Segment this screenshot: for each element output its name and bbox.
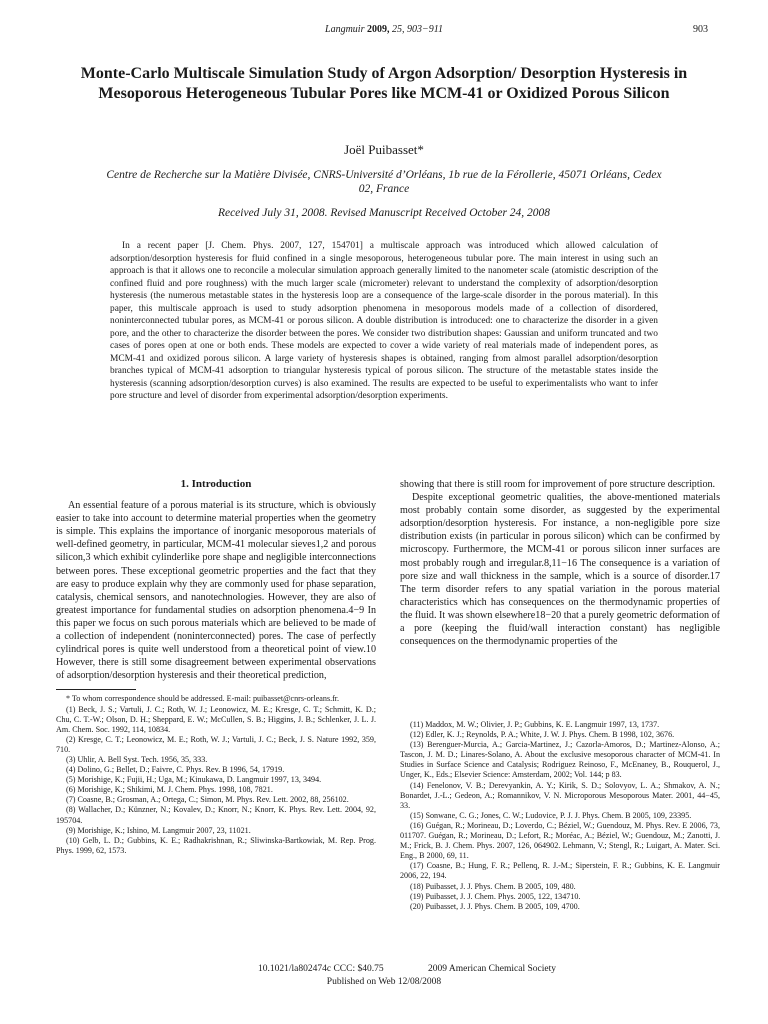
abstract-text: In a recent paper [J. Chem. Phys. 2007, 127, 154701] a multiscale approach was introduced which allowed calculation of adsorption/desorption hysteresis for fluid confined in a single mesoporous, heterogeneous tubular pore. The main interest in using such an approach is that it allows one to reconcile a molecular simulation approach generally limited to the nanometer scale (atomistic description of the confined fluid and pore roughness) with the much larger scale (micrometer) relevant to understand the complexity of adsorption/desorption hysteresis (the numerous metastable states in the hysteresis loop are a consequence of the large-scale disorder in the porous material). In this paper, this multiscale approach is used to study adsorption phenomena in mesoporous models made of a collection of disordered, noninterconnected tubular pores, as MCM-41 or porous silicon. A double distribution is introduced: one to characterize the disorder in a given pore, and the other to characterize the disorder between the pores. We consider two distribution shapes: Gaussian and uniform truncated and two cases of pores open at one or both ends. These models are expected to cover a wide variety of real materials made of independent pores, as MCM-41 and oxidized porous silicon. A large variety of hysteresis shapes is obtained, ranging from almost parallel adsorption/desorption branches typical of MCM-41 adsorption to triangular hysteresis typical of porous silicon. The structure of the metastable states inside the hysteresis (scanning adsorption/desorption curves) is also examined. The results are expected to be useful to experimentalists who want to infer pore structure and level of disorder from experimental adsorption/desorption experiments. xyxy=(110,241,658,401)
footnotes-right xyxy=(400,720,720,912)
received-dates: Received July 31, 2008. Revised Manuscript Received October 24, 2008 xyxy=(217,207,551,219)
page-number: 903 xyxy=(693,24,708,35)
copyright-line: 2009 American Chemical Society xyxy=(428,964,556,974)
footnotes-left xyxy=(56,694,376,856)
running-header xyxy=(0,24,768,40)
footnote: (19) Puibasset, J. J. Chem. Phys. 2005, 122, 134710. xyxy=(410,891,581,901)
footnote: (14) Fenelonov, V. B.; Derevyankin, A. Y.; Kirik, S. D.; Solovyov, L. A.; Shmakov, A. N.; Bonardet, J.-L.; Gedeon, A.; Romannikov, V. N. Microporous Mesoporous Mater. 2001, 44−45, 33. xyxy=(400,780,720,810)
footnote: (2) Kresge, C. T.; Leonowicz, M. E.; Roth, W. J.; Vartuli, J. C.; Beck, J. S. Nature 1992, 359, 710. xyxy=(56,734,376,754)
author-affiliation: Centre de Recherche sur la Matière Divisée, CNRS-Université d’Orléans, 1b rue de la Férollerie, 45071 Orléans, Cedex 02, France xyxy=(106,169,662,195)
footnote: * To whom correspondence should be addressed. E-mail: puibasset@cnrs-orleans.fr. xyxy=(66,694,340,704)
footnote: (10) Gelb, L. D.; Gubbins, K. E.; Radhakrishnan, R.; Sliwinska-Bartkowiak, M. Rep. Prog. Phys. 1999, 62, 1573. xyxy=(56,835,376,855)
body-paragraph: Despite exceptional geometric qualities, the above-mentioned materials most probably contain some disorder, as suggested by the experimental adsorption/desorption hysteresis. For instance, a non-negligible pore size distribution exists (in particular in porous silicon) which can be confirmed by microscopy. Furthermore, the MCM-41 or porous silicon inner surfaces are most probably rough and irregular.8,11−16 The consequence is a variation of pore size and wall thickness in the sample, which is a source of disorder.17 The term disorder refers to any spatial variation in the porous material characteristics which has consequences on the thermodynamic properties of the fluid. It was shown elsewhere18−20 that a purely geometric deformation of a pore (keeping the fluid/wall interaction constant) has negligible consequences on the thermodynamic properties of the xyxy=(400,492,720,648)
published-date: Published on Web 12/08/2008 xyxy=(326,977,442,987)
paper-title: Monte-Carlo Multiscale Simulation Study of Argon Adsorption/ Desorption Hysteresis in Mesoporous Heterogeneous Tubular Pores like MCM-41 or Oxidized Porous Silicon xyxy=(80,65,688,102)
footnote: (16) Guégan, R.; Morineau, D.; Loverdo, C.; Béziel, W.; Guendouz, M. Phys. Rev. E 2006, 73, 011707. Guégan, R.; Morineau, D.; Lefort, R.; Moréac, A.; Béziel, W.; Guendouz, M.; Zanotti, J. M.; Frick, B. J. Chem. Phys. 2007, 126, 064902. Lehmann, V.; Stengl, R.; Luigart, A. Mater. Sci. Eng., B 2000, 69, 11. xyxy=(400,820,720,861)
footnote-divider xyxy=(56,689,136,690)
paper-author: Joël Puibasset* xyxy=(344,142,424,157)
footnote: (12) Edler, K. J.; Reynolds, P. A.; White, J. W. J. Phys. Chem. B 1998, 102, 3676. xyxy=(410,730,675,740)
section-heading: 1. Introduction xyxy=(180,478,252,490)
footnote: (3) Uhlir, A. Bell Syst. Tech. 1956, 35, 333. xyxy=(66,754,208,764)
journal-pages: 903−911 xyxy=(406,24,443,35)
footnote: (7) Coasne, B.; Grosman, A.; Ortega, C.; Simon, M. Phys. Rev. Lett. 2002, 88, 256102. xyxy=(66,795,349,805)
footnote: (18) Puibasset, J. J. Phys. Chem. B 2005, 109, 480. xyxy=(410,881,576,891)
footnote: (13) Berenguer-Murcia, A.; Garcia-Martinez, J.; Cazorla-Amoros, D.; Martinez-Alonso, A.; Tascon, J. M. D.; Linares-Solano, A. About the exclusive mesoporous character of MCM-41. In Studies in Surface Science and Catalysis; Rodriguez Reinoso, F., McEnaney, B., Rouquerol, J., Unger, K., Eds.; Elsevier Science: Amsterdam, 2002; Vol. 144; p 83. xyxy=(400,740,720,780)
footnote: (4) Dolino, G.; Bellet, D.; Faivre, C. Phys. Rev. B 1996, 54, 17919. xyxy=(66,765,285,775)
intro-paragraph: An essential feature of a porous material is its structure, which is obviously easier to take into account to determine material properties when the geometry is simple. This explains the importance of inorganic mesoporous materials of well-defined geometry, in particular, MCM-41 molecular sieves1,2 and porous silicon,3 which exhibit cylinderlike pore shape and negligible interconnections between pores. These exceptional geometric properties and the fact that they are easy to produce explain why they are commonly used for phase separation, catalysis, chemical sensors, and nanotechnologies. However, they are also of greatest importance for fundamental studies on adsorption phenomena.4−9 In this paper we focus on such porous materials which are believed to be made of a collection of independent (noninterconnected) pores. The case of perfectly cylindrical pores is quite well understood from a theoretical point of view.10 However, there is still some disagreement between experimental observations of adsorption/desorption hysteresis and their theoretical prediction, xyxy=(56,500,376,682)
footnote: (5) Morishige, K.; Fujii, H.; Uga, M.; Kinukawa, D. Langmuir 1997, 13, 3494. xyxy=(66,775,322,785)
journal-citation xyxy=(0,24,768,35)
footnote: (11) Maddox, M. W.; Olivier, J. P.; Gubbins, K. E. Langmuir 1997, 13, 1737. xyxy=(410,720,660,729)
continued-paragraph: showing that there is still room for improvement of pore structure description. xyxy=(400,479,716,490)
journal-name: Langmuir xyxy=(325,24,365,35)
footnote: (1) Beck, J. S.; Vartuli, J. C.; Roth, W. J.; Leonowicz, M. E.; Kresge, C. T.; Schmitt, K. D.; Chu, C. T.-W.; Olson, D. H.; Sheppard, E. W.; McCullen, S. B.; Higgins, J. B.; Schlenker, J. L. J. Am. Chem. Soc. 1992, 114, 10834. xyxy=(56,704,376,734)
footnote: (9) Morishige, K.; Ishino, M. Langmuir 2007, 23, 11021. xyxy=(66,825,251,835)
journal-year: 2009, xyxy=(366,24,390,35)
footnote: (8) Wallacher, D.; Künzner, N.; Kovalev, D.; Knorr, N.; Knorr, K. Phys. Rev. Lett. 2004, 92, 195704. xyxy=(56,805,376,825)
footnote: (17) Coasne, B.; Hung, F. R.; Pellenq, R. J.-M.; Siperstein, F. R.; Gubbins, K. E. Langmuir 2006, 22, 194. xyxy=(400,861,720,881)
doi-line: 10.1021/la802474c CCC: $40.75 xyxy=(258,964,384,974)
footnote: (6) Morishige, K.; Shikimi, M. J. Chem. Phys. 1998, 108, 7821. xyxy=(66,785,273,795)
abstract xyxy=(110,240,658,403)
right-column xyxy=(400,478,720,648)
footnote: (15) Sonwane, C. G.; Jones, C. W.; Ludovice, P. J. J. Phys. Chem. B 2005, 109, 23395. xyxy=(410,810,692,820)
journal-volume: 25, xyxy=(391,24,405,35)
left-column xyxy=(56,478,376,856)
footnote: (20) Puibasset, J. J. Phys. Chem. B 2005, 109, 4700. xyxy=(410,901,580,911)
